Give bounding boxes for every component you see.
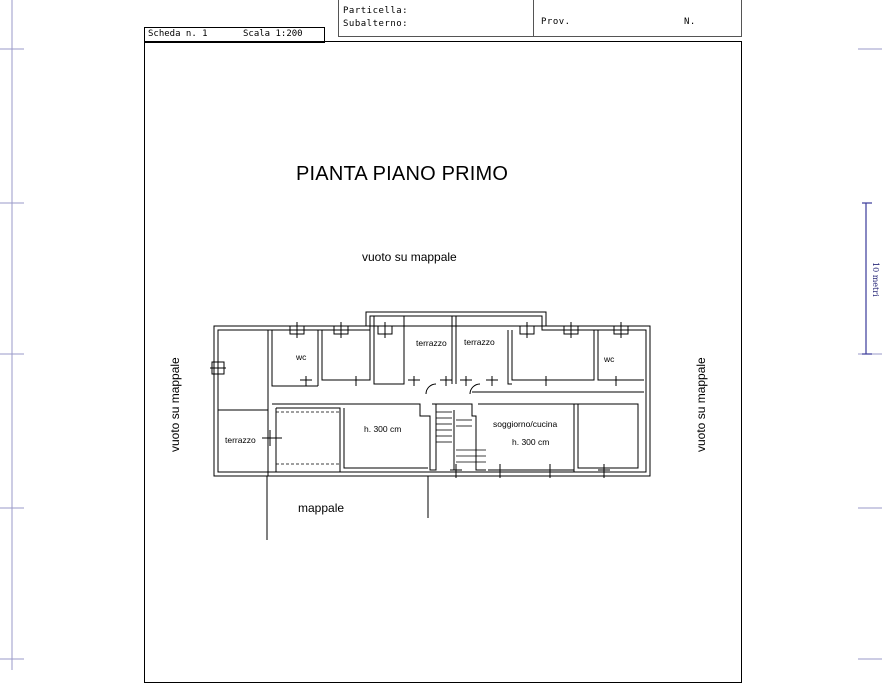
terrazzo-3-label: terrazzo: [225, 435, 256, 445]
left-label: vuoto su mappale: [168, 357, 182, 452]
terrazzo-1-label: terrazzo: [416, 338, 447, 348]
height-right-label: h. 300 cm: [512, 437, 550, 447]
wc-left-label: wc: [296, 352, 307, 362]
scale-bar-label: 10 metri: [871, 262, 880, 297]
scheda-label: Scheda n. 1: [148, 29, 208, 39]
prov-label: Prov.: [541, 17, 571, 27]
subalterno-label: Subalterno:: [343, 19, 409, 29]
bottom-label: mappale: [298, 501, 345, 515]
scala-label: Scala 1:200: [243, 29, 303, 39]
terrazzo-2-label: terrazzo: [464, 337, 495, 347]
wc-right-label: wc: [604, 354, 615, 364]
top-label: vuoto su mappale: [362, 250, 457, 264]
particella-label: Particella:: [343, 6, 409, 16]
plan-title: PIANTA PIANO PRIMO: [296, 163, 509, 185]
height-left-label: h. 300 cm: [364, 424, 402, 434]
soggiorno-cucina-label: soggiorno/cucina: [493, 419, 558, 429]
right-label: vuoto su mappale: [694, 357, 708, 452]
number-label: N.: [684, 17, 696, 27]
